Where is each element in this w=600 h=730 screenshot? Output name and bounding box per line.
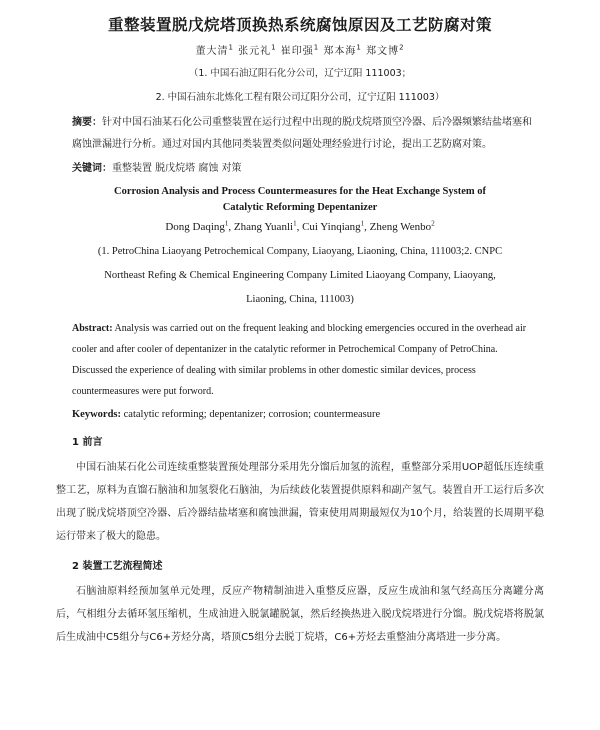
affiliation-en-line1: (1. PetroChina Liaoyang Petrochemical Company, Liaoyang, Liaoning, China, 111003;2. CNPC <box>97 246 503 257</box>
author-sup: 2 <box>431 219 435 228</box>
affiliation-cn-2: 2. 中国石油东北炼化工程有限公司辽阳分公司，辽宁辽阳 111003） <box>155 92 445 103</box>
authors-cn <box>56 44 544 60</box>
paper-title-en-line2: Catalytic Reforming Depentanizer <box>222 202 378 213</box>
affiliation-cn-1: （1. 中国石油辽阳石化分公司，辽宁辽阳 111003； <box>188 68 412 79</box>
author-cn: 郑文博 <box>366 46 400 57</box>
author-cn: 崔印强 <box>280 46 314 57</box>
author-cn: 张元礼 <box>238 46 272 57</box>
paper-title-en <box>56 184 544 216</box>
affiliation-en <box>56 240 544 312</box>
affiliation-en-line3: Liaoning, China, 111003) <box>246 294 354 305</box>
author-sup: 1 <box>228 43 234 52</box>
author-en: Cui Yinqiang <box>302 221 361 233</box>
author-sup: 1 <box>293 219 297 228</box>
section-1-paragraph: 中国石油某石化公司连续重整装置预处理部分采用先分馏后加氢的流程，重整部分采用UOP超低压连续重整工艺，原料为直馏石脑油和加氢裂化石脑油，为后续歧化装置提供原料和副产氢气。装置自开工运行后多次出现了脱戊烷塔顶空冷器、后冷器结盐堵塞和腐蚀泄漏，管束使用周期最短仅为10个月，给装置的长周期平稳运行带来了极大的隐患。 <box>56 462 544 542</box>
author-sup: 1 <box>360 219 365 228</box>
author-en: Zheng Wenbo <box>369 221 432 233</box>
section-2-heading: 2 装置工艺流程简述 <box>72 561 163 572</box>
keywords-en-text: catalytic reforming; depentanizer; corrosion; countermeasure <box>123 409 381 420</box>
author-en: Dong Daqing <box>165 221 225 233</box>
author-en: Zhang Yuanli <box>233 221 294 233</box>
keywords-cn-text: 重整装置 脱戊烷塔 腐蚀 对策 <box>112 163 242 174</box>
section-1-heading: 1 前言 <box>72 437 103 448</box>
author-sup: 1 <box>224 219 229 228</box>
abstract-cn-label: 摘要： <box>72 117 102 128</box>
section-2-paragraph: 石脑油原料经预加氢单元处理，反应产物精制油进入重整反应器，反应生成油和氢气经高压分离罐分离后，气相组分去循环氢压缩机，生成油进入脱氯罐脱氯，然后经换热进入脱戊烷塔进行分馏。脱戊烷塔将脱氯后生成油中C5组分与C6+芳烃分离，塔顶C5组分去脱丁烷塔，C6+芳烃去重整油分离塔进一步分离。 <box>56 586 544 643</box>
abstract-en <box>56 318 544 402</box>
keywords-en <box>56 406 544 424</box>
paper-title-cn: 重整装置脱戊烷塔顶换热系统腐蚀原因及工艺防腐对策 <box>107 16 492 34</box>
affiliation-en-line2: Northeast Refing & Chemical Engineering Company Limited Liaoyang Company, Liaoyang, <box>104 270 496 281</box>
author-sup: 1 <box>271 43 277 52</box>
author-sup: 1 <box>356 43 362 52</box>
paper-title-en-line1: Corrosion Analysis and Process Countermeasures for the Heat Exchange System of <box>114 186 486 197</box>
author-cn: 郑本海 <box>323 46 357 57</box>
author-sup: 2 <box>399 43 405 52</box>
abstract-en-text: Analysis was carried out on the frequent leaking and blocking emergencies occured in the overhead air cooler and after cooler of depentanizer in the catalytic reformer in Petrochemical Company of PetroChina. Discussed the experience of dealing with similar problems in other domestic similar devices, process countermeasures were put forword. <box>72 323 527 397</box>
keywords-en-label: Keywords: <box>72 409 121 420</box>
keywords-cn-label: 关键词： <box>72 163 112 174</box>
abstract-cn <box>56 112 544 156</box>
author-cn: 董大清 <box>195 46 229 57</box>
author-sup: 1 <box>313 43 320 52</box>
abstract-cn-text: 针对中国石油某石化公司重整装置在运行过程中出现的脱戊烷塔顶空冷器、后冷器频繁结盐堵塞和腐蚀泄漏进行分析。通过对国内其他同类装置类似问题处理经验进行讨论，提出工艺防腐对策。 <box>72 117 532 150</box>
keywords-cn <box>56 160 544 178</box>
abstract-en-label: Abstract: <box>72 323 113 334</box>
authors-en: Dong Daqing$^1$, Zhang Yuanli$^1$, Cui Yinqiang$^1$, Zheng Wenbo$^2$ <box>165 219 435 233</box>
